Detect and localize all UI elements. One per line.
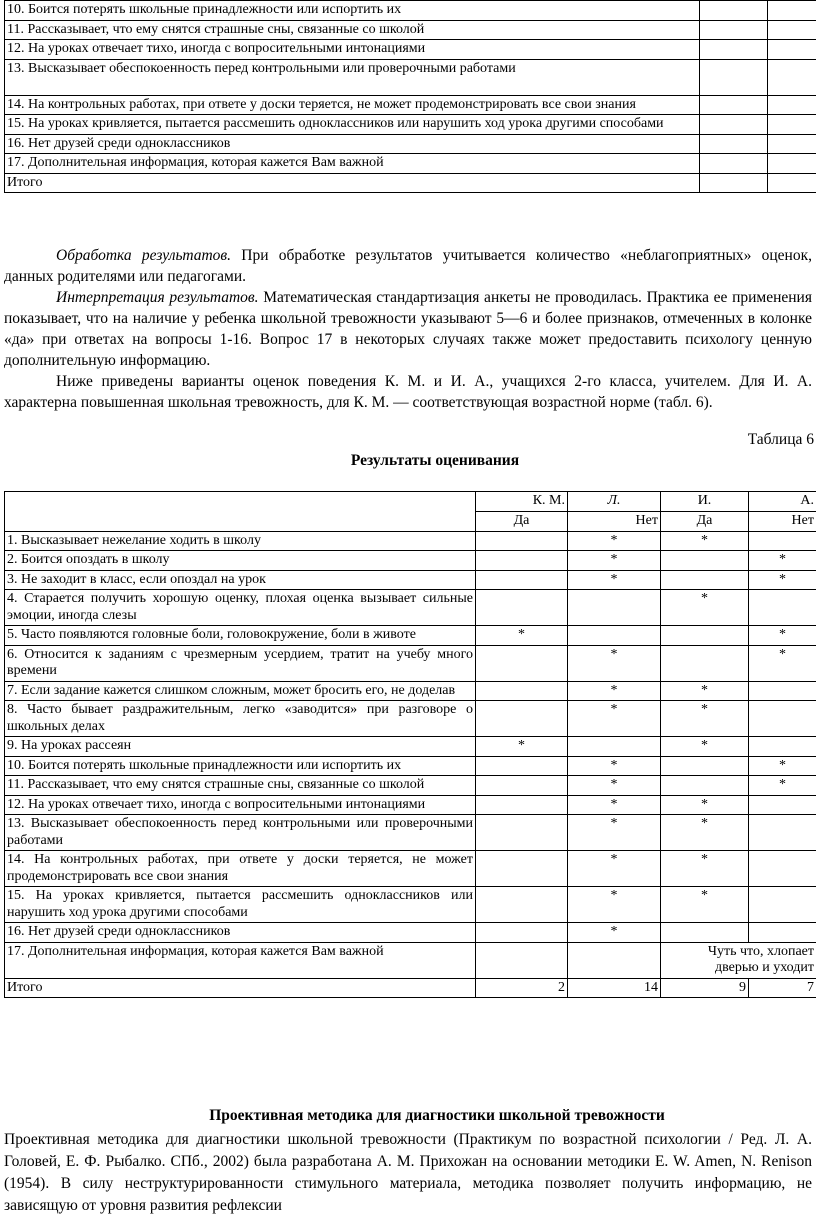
- answer-mark: *: [749, 626, 816, 646]
- row-label: 15. На уроках кривляется, пытается рассмешить одноклассников или нарушить ход урока другими способами: [5, 887, 476, 923]
- table-row: [5, 756, 816, 776]
- row-label: 8. Часто бывает раздражительным, легко «заводится» при разговоре о школьных делах: [5, 701, 476, 737]
- row-label: 10. Боится потерять школьные принадлежности или испортить их: [5, 756, 476, 776]
- table-row: [5, 20, 816, 40]
- questionnaire-table-continued: [4, 0, 816, 193]
- table-row: [5, 701, 816, 737]
- table-row: [5, 134, 816, 154]
- answer-mark: *: [568, 815, 661, 851]
- answer-mark: [661, 756, 749, 776]
- header-no: Нет: [749, 512, 816, 532]
- answer-mark: *: [749, 776, 816, 796]
- answer-mark: [749, 887, 816, 923]
- header-empty: [5, 492, 476, 532]
- table-row: [5, 795, 816, 815]
- answer-mark: *: [568, 570, 661, 590]
- answer-mark: [476, 681, 568, 701]
- answer-mark: *: [749, 551, 816, 571]
- answer-mark: [476, 923, 568, 943]
- answer-mark: [749, 681, 816, 701]
- header-student-1-surname: Л.: [568, 492, 661, 512]
- table-row: [5, 40, 816, 60]
- table-row: [5, 851, 816, 887]
- answer-mark: [661, 645, 749, 681]
- total-value: 9: [661, 978, 749, 998]
- header-no: Нет: [568, 512, 661, 532]
- answer-mark: *: [476, 626, 568, 646]
- answer-mark: [476, 570, 568, 590]
- answer-mark: *: [568, 795, 661, 815]
- table-row: [5, 1, 816, 21]
- table-row: [5, 115, 816, 135]
- paragraph-processing: [4, 245, 812, 287]
- row-label: 11. Рассказывает, что ему снятся страшные сны, связанные со школой: [5, 776, 476, 796]
- row-label: 16. Нет друзей среди одноклассников: [5, 923, 476, 943]
- total-value: 14: [568, 978, 661, 998]
- answer-mark: [749, 701, 816, 737]
- answer-mark: *: [661, 737, 749, 757]
- answer-mark: *: [568, 701, 661, 737]
- answer-mark: [476, 701, 568, 737]
- answer-mark: [749, 590, 816, 626]
- table-caption: Таблица 6: [748, 431, 814, 449]
- table-row: [5, 570, 816, 590]
- table-row: [5, 531, 816, 551]
- answer-mark: *: [749, 756, 816, 776]
- paragraph-example: [4, 371, 812, 413]
- row-label: 4. Старается получить хорошую оценку, плохая оценка вызывает сильные эмоции, иногда слезы: [5, 590, 476, 626]
- table-row: [5, 942, 816, 978]
- header-yes: Да: [476, 512, 568, 532]
- table-row: [5, 645, 816, 681]
- answer-mark: *: [661, 531, 749, 551]
- table-row: [5, 923, 816, 943]
- row-label: 13. Высказывает обеспокоенность перед контрольными или проверочными работами: [5, 815, 476, 851]
- answer-mark: [568, 626, 661, 646]
- answer-mark: [749, 737, 816, 757]
- answer-mark: [661, 551, 749, 571]
- row-label: 17. Дополнительная информация, которая кажется Вам важной: [5, 154, 700, 174]
- row-label: 7. Если задание кажется слишком сложным, может бросить его, не доделав: [5, 681, 476, 701]
- header-row: [5, 492, 816, 512]
- table-row: [5, 551, 816, 571]
- header-student-2-initial: И.: [661, 492, 749, 512]
- answer-mark: *: [661, 815, 749, 851]
- row-label: 1. Высказывает нежелание ходить в школу: [5, 531, 476, 551]
- answer-mark: [476, 551, 568, 571]
- row-label: 12. На уроках отвечает тихо, иногда с вопросительными интонациями: [5, 795, 476, 815]
- header-student-1-initial: К. М.: [476, 492, 568, 512]
- answer-mark: [749, 923, 816, 943]
- answer-mark: *: [661, 795, 749, 815]
- answer-mark: *: [476, 737, 568, 757]
- table-row: [5, 681, 816, 701]
- answer-mark: [568, 590, 661, 626]
- table-row: [5, 590, 816, 626]
- answer-mark: *: [749, 645, 816, 681]
- paragraph-text: Математическая стандартизация анкеты не проводилась. Практика ее применения показывает, что на наличие у ребенка школьной тревожности указывают 5—6 и более признаков, отмеченных в колонке «да» при ответах на вопросы 1-16. Вопрос 17 в некоторых случаях также может предоставить психологу ценную дополнительную информацию.: [4, 289, 812, 369]
- row-label: Итого: [5, 173, 700, 193]
- answer-mark: [749, 851, 816, 887]
- answer-mark: *: [661, 590, 749, 626]
- row-label: 6. Относится к заданиям с чрезмерным усердием, тратит на учебу много времени: [5, 645, 476, 681]
- section-title: Проективная методика для диагностики школьной тревожности: [4, 1107, 816, 1125]
- row-label: 3. Не заходит в класс, если опоздал на урок: [5, 570, 476, 590]
- answer-mark: [476, 645, 568, 681]
- answer-mark: [476, 776, 568, 796]
- header-yes: Да: [661, 512, 749, 532]
- answer-mark: [661, 923, 749, 943]
- table-row: [5, 173, 816, 193]
- row-label: 10. Боится потерять школьные принадлежности или испортить их: [5, 1, 700, 21]
- answer-mark: *: [568, 681, 661, 701]
- row-label: 17. Дополнительная информация, которая кажется Вам важной: [5, 942, 476, 978]
- paragraph-lead: Интерпретация результатов.: [56, 289, 259, 306]
- row-label: 2. Боится опоздать в школу: [5, 551, 476, 571]
- header-student-2-surname: А.: [749, 492, 816, 512]
- answer-mark: [476, 795, 568, 815]
- table-row: [5, 815, 816, 851]
- row-label: 5. Часто появляются головные боли, головокружение, боли в животе: [5, 626, 476, 646]
- row-label: 16. Нет друзей среди одноклассников: [5, 134, 700, 154]
- paragraph-text: При обработке результатов учитывается количество «неблагоприятных» оценок, данных родителями или педагогами.: [4, 247, 812, 285]
- answer-mark: *: [661, 701, 749, 737]
- table-title: Результаты оценивания: [0, 452, 816, 470]
- table-row: [5, 154, 816, 174]
- table-row: [5, 95, 816, 115]
- paragraph-interpretation: [4, 287, 812, 371]
- paragraph-lead: Обработка результатов.: [56, 247, 231, 264]
- answer-mark: [661, 570, 749, 590]
- answer-mark: [661, 776, 749, 796]
- total-label: Итого: [5, 978, 476, 998]
- answer-mark: *: [568, 645, 661, 681]
- answer-mark: [476, 815, 568, 851]
- answer-mark: *: [749, 570, 816, 590]
- answer-mark: *: [661, 887, 749, 923]
- answer-mark: *: [661, 681, 749, 701]
- additional-note: Чуть что, хлопает дверью и уходит: [661, 942, 816, 978]
- row-label: 14. На контрольных работах, при ответе у доски теряется, не может продемонстрировать все свои знания: [5, 95, 700, 115]
- answer-mark: *: [568, 756, 661, 776]
- table-row: [5, 776, 816, 796]
- table-row: [5, 626, 816, 646]
- answer-mark: *: [568, 851, 661, 887]
- table-row: [5, 887, 816, 923]
- row-label: 15. На уроках кривляется, пытается рассмешить одноклассников или нарушить ход урока другими способами: [5, 115, 700, 135]
- answer-mark: [476, 756, 568, 776]
- answer-mark: [476, 590, 568, 626]
- answer-mark: *: [568, 551, 661, 571]
- answer-mark: *: [568, 531, 661, 551]
- answer-mark: *: [661, 851, 749, 887]
- final-paragraph: Проективная методика для диагностики школьной тревожности (Практикум по возрастной психологии / Ред. Л. А. Головей, Е. Ф. Рыбалко. СПб., 2002) была разработана А. М. Прихожан на основании методики E. W. Amen, N. Renison (1954). В силу неструктурированности стимульного материала, методика позволяет получить информацию, не зависящую от уровня развития рефлексии: [4, 1129, 812, 1217]
- total-row: [5, 978, 816, 998]
- answer-mark: [661, 626, 749, 646]
- answer-mark: *: [568, 887, 661, 923]
- answer-mark: [749, 531, 816, 551]
- paragraph-text: Ниже приведены варианты оценок поведения К. М. и И. А., учащихся 2-го класса, учителем. Для И. А. характерна повышенная школьная тревожность, для К. М. — соответствующая возрастной норме (табл. 6).: [4, 373, 812, 411]
- answer-mark: [476, 887, 568, 923]
- total-value: 7: [749, 978, 816, 998]
- answer-mark: *: [568, 776, 661, 796]
- answer-mark: [749, 815, 816, 851]
- total-value: 2: [476, 978, 568, 998]
- row-label: 12. На уроках отвечает тихо, иногда с вопросительными интонациями: [5, 40, 700, 60]
- answer-mark: [568, 737, 661, 757]
- row-label: 11. Рассказывает, что ему снятся страшные сны, связанные со школой: [5, 20, 700, 40]
- answer-mark: [476, 531, 568, 551]
- row-label: 13. Высказывает обеспокоенность перед контрольными или проверочными работами: [5, 59, 700, 95]
- results-table: [4, 491, 816, 998]
- answer-mark: [476, 851, 568, 887]
- table-row: [5, 737, 816, 757]
- table-row: [5, 59, 816, 95]
- answer-mark: [749, 795, 816, 815]
- row-label: 14. На контрольных работах, при ответе у доски теряется, не может продемонстрировать все свои знания: [5, 851, 476, 887]
- row-label: 9. На уроках рассеян: [5, 737, 476, 757]
- answer-mark: *: [568, 923, 661, 943]
